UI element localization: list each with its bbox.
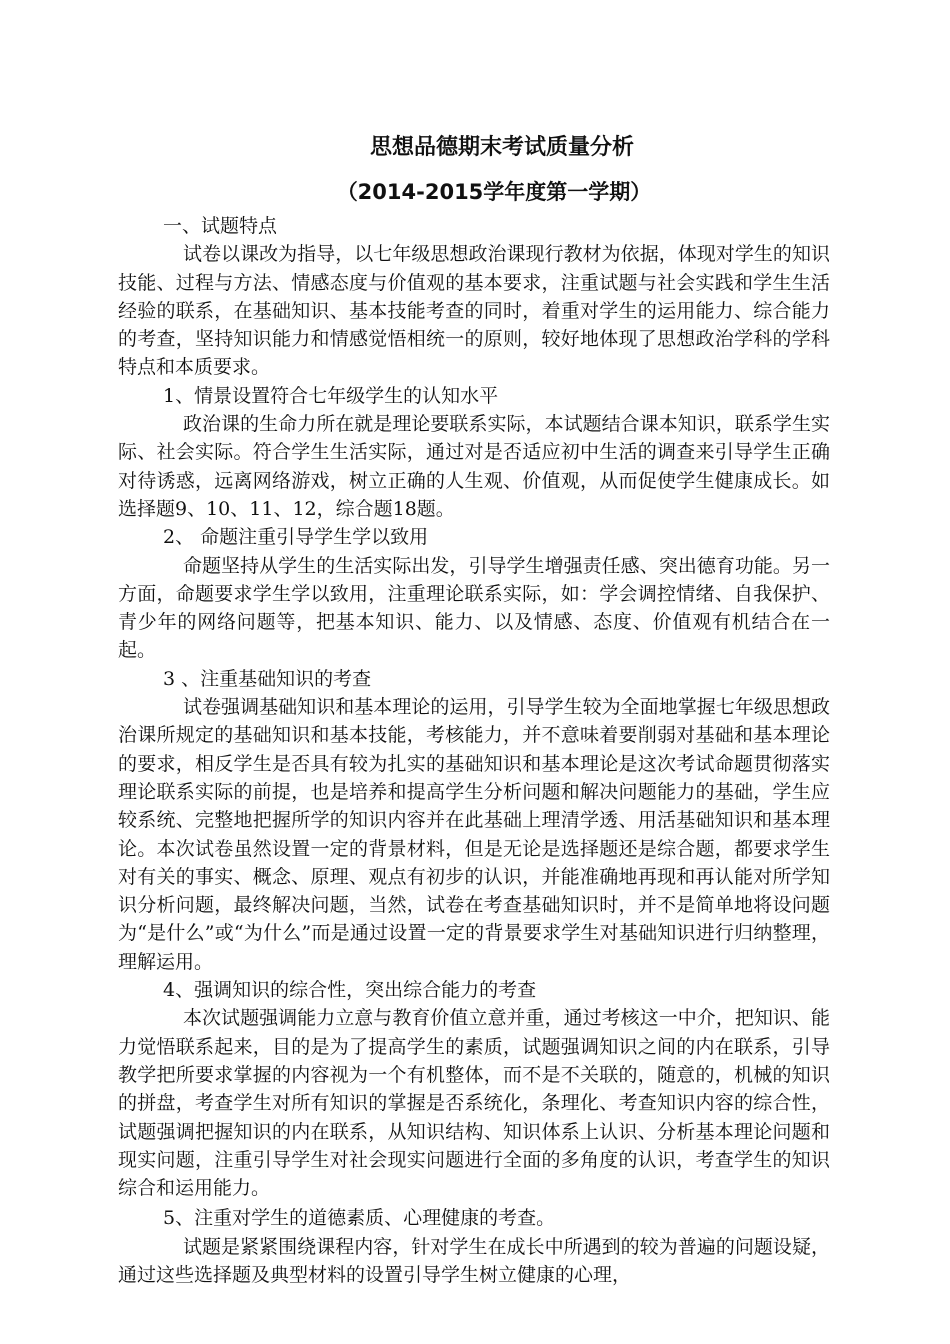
document-subtitle: （2014-2015学年度第一学期） [336, 180, 652, 204]
point-paragraph-5: 试题是紧紧围绕课程内容，针对学生在成长中所遇到的较为普遍的问题设疑，通过这些选择题及典型材料的设置引导学生树立健康的心理， [118, 1235, 830, 1286]
point-heading-1: 1、情景设置符合七年级学生的认知水平 [163, 384, 499, 407]
point-paragraph-4: 本次试题强调能力立意与教育价值立意并重，通过考核这一中介，把知识、能力觉悟联系起来，目的是为了提高学生的素质，试题强调知识之间的内在联系，引导教学把所要求掌握的内容视为一个有机整体，而不是不关联的，随意的，机械的知识的拼盘，考查学生对所有知识的掌握是否系统化，条理化、考查知识内容的综合性，试题强调把握知识的内在联系，从知识结构、知识体系上认识、分析基本理论问题和现实问题，注重引导学生对社会现实问题进行全面的多角度的认识，考查学生的知识综合和运用能力。 [118, 1007, 830, 1200]
point-paragraph-2: 命题坚持从学生的生活实际出发，引导学生增强责任感、突出德育功能。另一方面，命题要求学生学以致用，注重理论联系实际，如：学会调控情绪、自我保护、青少年的网络问题等，把基本知识、能力、以及情感、态度、价值观有机结合在一起。 [118, 554, 830, 662]
document-title: 思想品德期末考试质量分析 [369, 135, 634, 160]
intro-paragraph: 试卷以课改为指导，以七年级思想政治课现行教材为依据，体现对学生的知识技能、过程与方法、情感态度与价值观的基本要求，注重试题与社会实践和学生生活经验的联系，在基础知识、基本技能考查的同时，着重对学生的运用能力、综合能力的考查，坚持知识能力和情感觉悟相统一的原则，较好地体现了思想政治学科的学科特点和本质要求。 [118, 243, 830, 379]
point-paragraph-1: 政治课的生命力所在就是理论要联系实际，本试题结合课本知识，联系学生实际、社会实际。符合学生生活实际，通过对是否适应初中生活的调查来引导学生正确对待诱惑，远离网络游戏，树立正确的人生观、价值观，从而促使学生健康成长。如选择题9、10、11、12，综合题18题。 [118, 413, 830, 520]
point-heading-3: 3 、注重基础知识的考查 [163, 667, 372, 690]
point-heading-2: 2、 命题注重引导学生学以致用 [163, 526, 429, 549]
document-page [118, 128, 830, 1289]
point-paragraph-3: 试卷强调基础知识和基本理论的运用，引导学生较为全面地掌握七年级思想政治课所规定的基础知识和基本技能，考核能力，并不意味着要削弱对基础和基本理论的要求，相反学生是否具有较为扎实的基础知识和基本理论是这次考试命题贯彻落实理论联系实际的前提，也是培养和提高学生分析问题和解决问题能力的基础，学生应较系统、完整地把握所学的知识内容并在此基础上理清学透、用活基础知识和基本理论。本次试卷虽然设置一定的背景材料，但是无论是选择题还是综合题，都要求学生对有关的事实、概念、原理、观点有初步的认识，并能准确地再现和再认能对所学知识分析问题，最终解决问题，当然，试卷在考查基础知识时，并不是简单地将设问题为“是什么”或“为什么”而是通过设置一定的背景要求学生对基础知识进行归纳整理，理解运用。 [118, 696, 830, 973]
point-heading-4: 4、强调知识的综合性，突出综合能力的考查 [163, 979, 537, 1002]
section-heading-1: 一、试题特点 [163, 215, 278, 237]
point-heading-5: 5、注重对学生的道德素质、心理健康的考查。 [163, 1207, 556, 1230]
